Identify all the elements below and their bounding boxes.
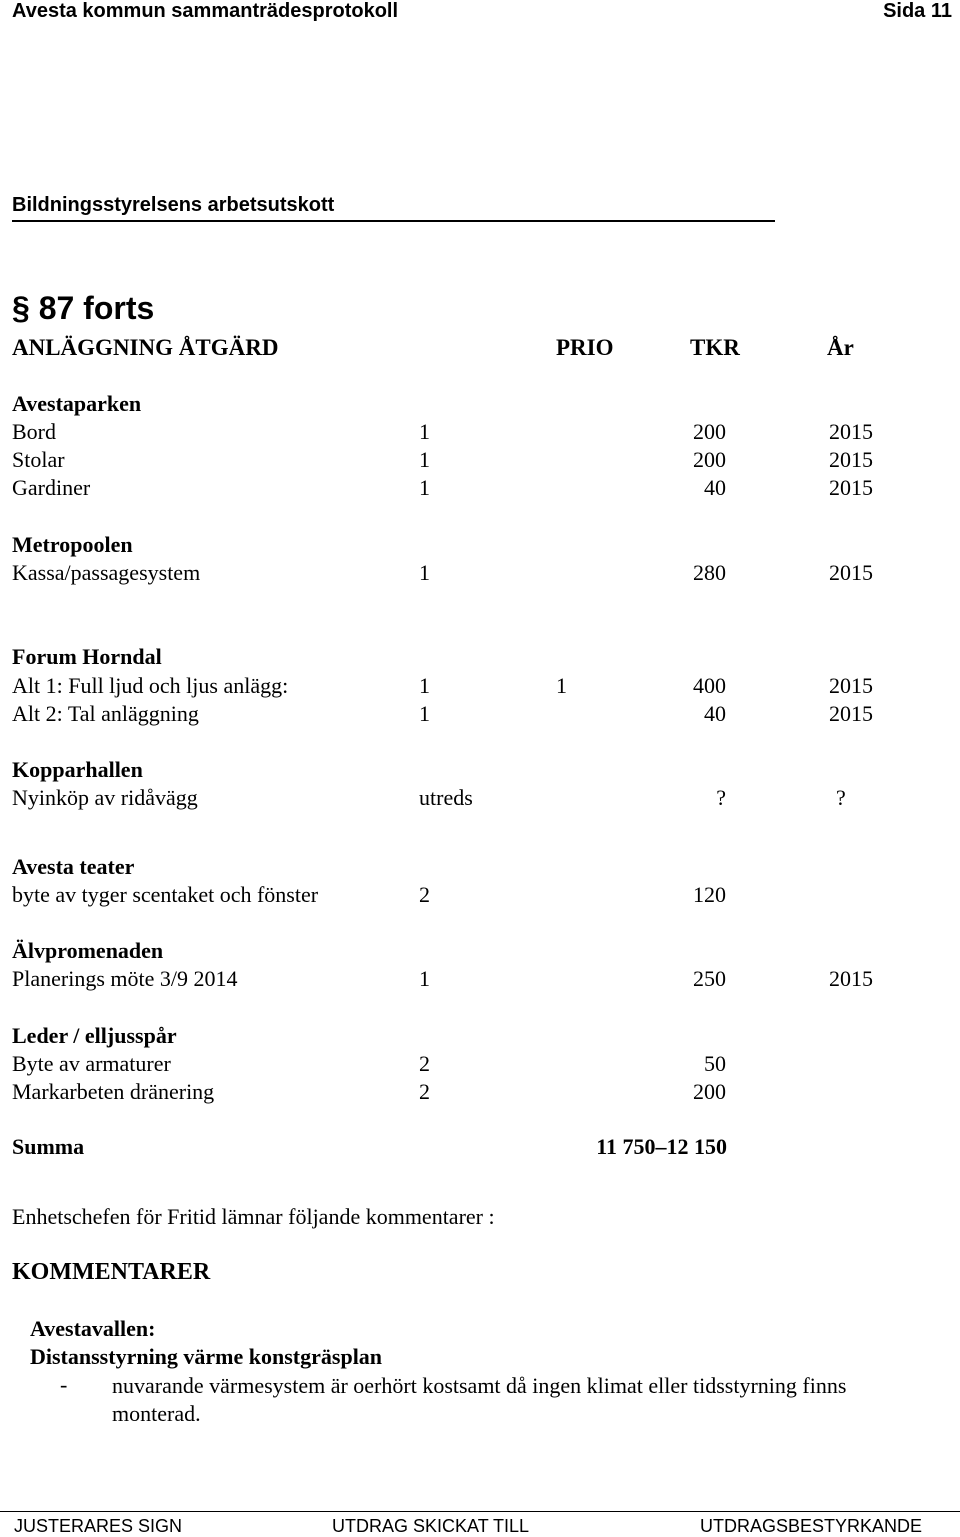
group-heading: Kopparhallen <box>12 757 143 782</box>
page-number: Sida 11 <box>883 0 952 22</box>
row-label: Planerings möte 3/9 2014 <box>12 966 238 991</box>
row-label: Stolar <box>12 447 65 472</box>
committee-underline <box>12 220 775 222</box>
column-header-tkr: TKR <box>690 335 740 360</box>
document-title: Avesta kommun sammanträdesprotokoll <box>12 0 399 22</box>
row-year: 2015 <box>829 560 873 585</box>
row-label: Alt 2: Tal anläggning <box>12 701 199 726</box>
row-tkr: 400 <box>693 673 726 698</box>
row-year: 2015 <box>829 447 873 472</box>
footer-divider <box>0 1511 960 1512</box>
row-prio: 1 <box>419 560 430 585</box>
committee-name: Bildningsstyrelsens arbetsutskott <box>12 194 335 216</box>
summa-label: Summa <box>12 1134 85 1159</box>
footer-sign: JUSTERARES SIGN <box>14 1516 183 1536</box>
row-year: ? <box>836 785 846 810</box>
section-title: § 87 forts <box>12 290 155 326</box>
column-header-action: ANLÄGGNING ÅTGÄRD <box>12 335 279 360</box>
row-prio: 1 <box>419 701 430 726</box>
row-label: Kassa/passagesystem <box>12 560 201 585</box>
row-label: Markarbeten dränering <box>12 1079 215 1104</box>
group-heading: Metropoolen <box>12 532 133 557</box>
footer-sent: UTDRAG SKICKAT TILL <box>332 1516 530 1536</box>
row-tkr: 40 <box>704 701 726 726</box>
row-tkr: 200 <box>693 1079 726 1104</box>
row-year: 2015 <box>829 475 873 500</box>
group-heading: Älvpromenaden <box>12 938 164 963</box>
row-year: 2015 <box>829 701 873 726</box>
comment-intro: Enhetschefen för Fritid lämnar följande kommentarer : <box>12 1204 495 1229</box>
row-prio: 1 <box>419 673 430 698</box>
row-tkr: ? <box>716 785 726 810</box>
group-heading: Forum Horndal <box>12 644 162 669</box>
comment-text: nuvarande värmesystem är oerhört kostsamt då ingen klimat eller tidsstyrning finns monterad. <box>112 1373 847 1426</box>
row-prio: 2 <box>419 1079 430 1104</box>
group-heading: Leder / elljusspår <box>12 1023 177 1048</box>
column-header-year: År <box>827 335 854 360</box>
row-label: Gardiner <box>12 475 91 500</box>
row-tkr: 50 <box>704 1051 726 1076</box>
row-prio: utreds <box>419 785 473 810</box>
row-label: Alt 1: Full ljud och ljus anlägg: <box>12 673 289 698</box>
row-prio: 2 <box>419 1051 430 1076</box>
row-label: Byte av armaturer <box>12 1051 171 1076</box>
row-label: Bord <box>12 419 56 444</box>
bullet-dash: - <box>60 1372 68 1397</box>
row-label: byte av tyger scentaket och fönster <box>12 882 319 907</box>
row-prio: 1 <box>419 966 430 991</box>
summa-value: 11 750–12 150 <box>596 1134 727 1159</box>
comments-heading: KOMMENTARER <box>12 1259 211 1285</box>
column-header-prio: PRIO <box>556 335 614 360</box>
row-extra: 1 <box>556 673 567 698</box>
row-tkr: 250 <box>693 966 726 991</box>
row-tkr: 40 <box>704 475 726 500</box>
comment-topic: Distansstyrning värme konstgräsplan <box>30 1344 383 1369</box>
row-year: 2015 <box>829 419 873 444</box>
row-tkr: 200 <box>693 419 726 444</box>
row-tkr: 280 <box>693 560 726 585</box>
row-prio: 2 <box>419 882 430 907</box>
row-prio: 1 <box>419 419 430 444</box>
row-prio: 1 <box>419 475 430 500</box>
row-label: Nyinköp av ridåvägg <box>12 785 198 810</box>
row-year: 2015 <box>829 966 873 991</box>
group-heading: Avesta teater <box>12 854 135 879</box>
footer-certify: UTDRAGSBESTYRKANDE <box>700 1516 923 1536</box>
group-heading: Avestaparken <box>12 391 142 416</box>
row-prio: 1 <box>419 447 430 472</box>
row-tkr: 120 <box>693 882 726 907</box>
row-tkr: 200 <box>693 447 726 472</box>
comment-place: Avestavallen: <box>30 1316 156 1341</box>
row-year: 2015 <box>829 673 873 698</box>
